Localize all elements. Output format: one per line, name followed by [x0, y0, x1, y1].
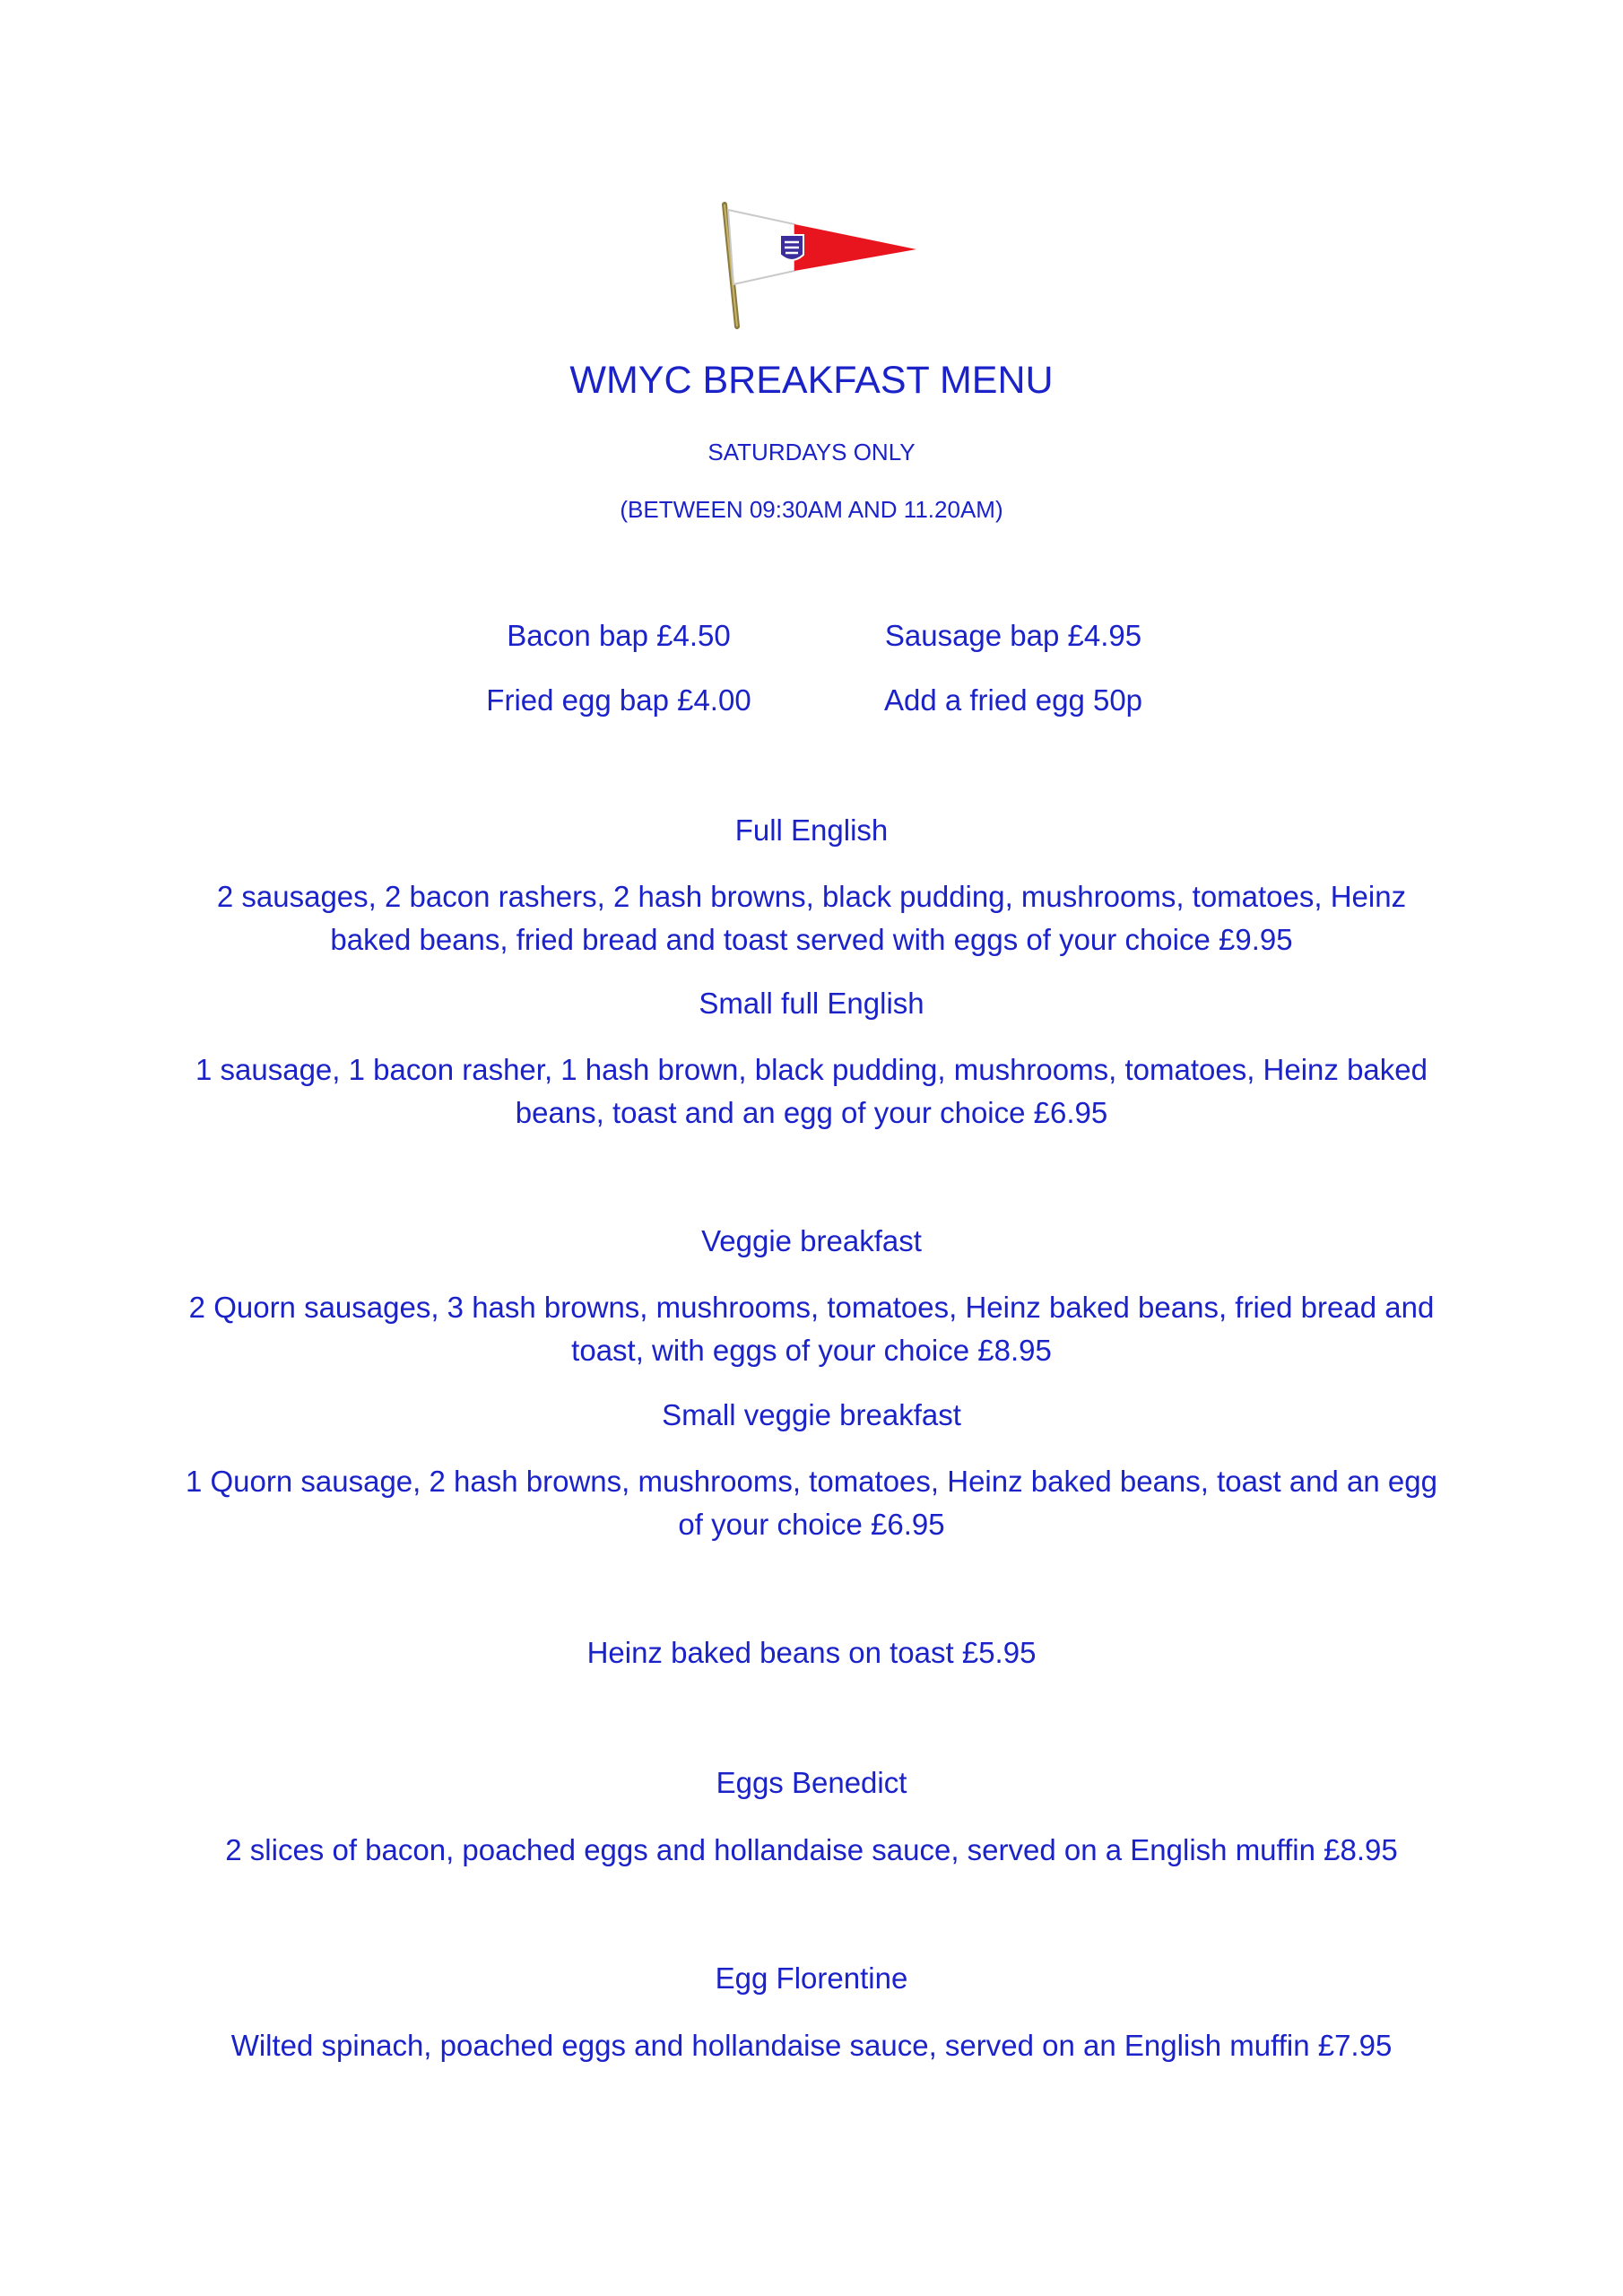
- menu-title: WMYC BREAKFAST MENU: [569, 359, 1054, 402]
- full-english-description: 2 sausages, 2 bacon rashers, 2 hash browns, black pudding, mushrooms, tomatoes, Heinz baked beans, fried bread and toast served with eggs of your choice £9.95: [216, 880, 1407, 956]
- eggs-benedict-description: 2 slices of bacon, poached eggs and hollandaise sauce, served on a English muffin £8.95: [225, 1833, 1398, 1866]
- egg-florentine-heading: Egg Florentine: [715, 1961, 908, 1995]
- small-veggie-heading: Small veggie breakfast: [662, 1398, 961, 1431]
- bap-item-sausage: Sausage bap £4.95: [884, 619, 1142, 652]
- small-full-english-description: 1 sausage, 1 bacon rasher, 1 hash brown, black pudding, mushrooms, tomatoes, Heinz baked beans, toast and an egg of your choice £6.95: [195, 1053, 1428, 1129]
- bap-item-bacon: Bacon bap £4.50: [507, 619, 731, 652]
- bap-item-fried-egg: Fried egg bap £4.00: [486, 683, 751, 717]
- small-veggie-description: 1 Quorn sausage, 2 hash browns, mushrooms, tomatoes, Heinz baked beans, toast and an egg of your choice £6.95: [185, 1465, 1437, 1541]
- menu-hours: (BETWEEN 09:30AM AND 11.20AM): [620, 496, 1003, 523]
- full-english-heading: Full English: [734, 813, 889, 847]
- egg-florentine-description: Wilted spinach, poached eggs and hollandaise sauce, served on an English muffin £7.95: [230, 2029, 1393, 2062]
- small-full-english-heading: Small full English: [699, 987, 924, 1020]
- menu-subtitle: SATURDAYS ONLY: [707, 439, 916, 465]
- bap-item-add-egg: Add a fried egg 50p: [883, 683, 1143, 717]
- veggie-description: 2 Quorn sausages, 3 hash browns, mushrooms, tomatoes, Heinz baked beans, fried bread and toast, with eggs of your choice £8.95: [188, 1291, 1435, 1367]
- beans-on-toast-item: Heinz baked beans on toast £5.95: [586, 1636, 1037, 1669]
- club-burgee-logo: [717, 199, 924, 334]
- veggie-heading: Veggie breakfast: [701, 1224, 922, 1257]
- eggs-benedict-heading: Eggs Benedict: [716, 1766, 907, 1799]
